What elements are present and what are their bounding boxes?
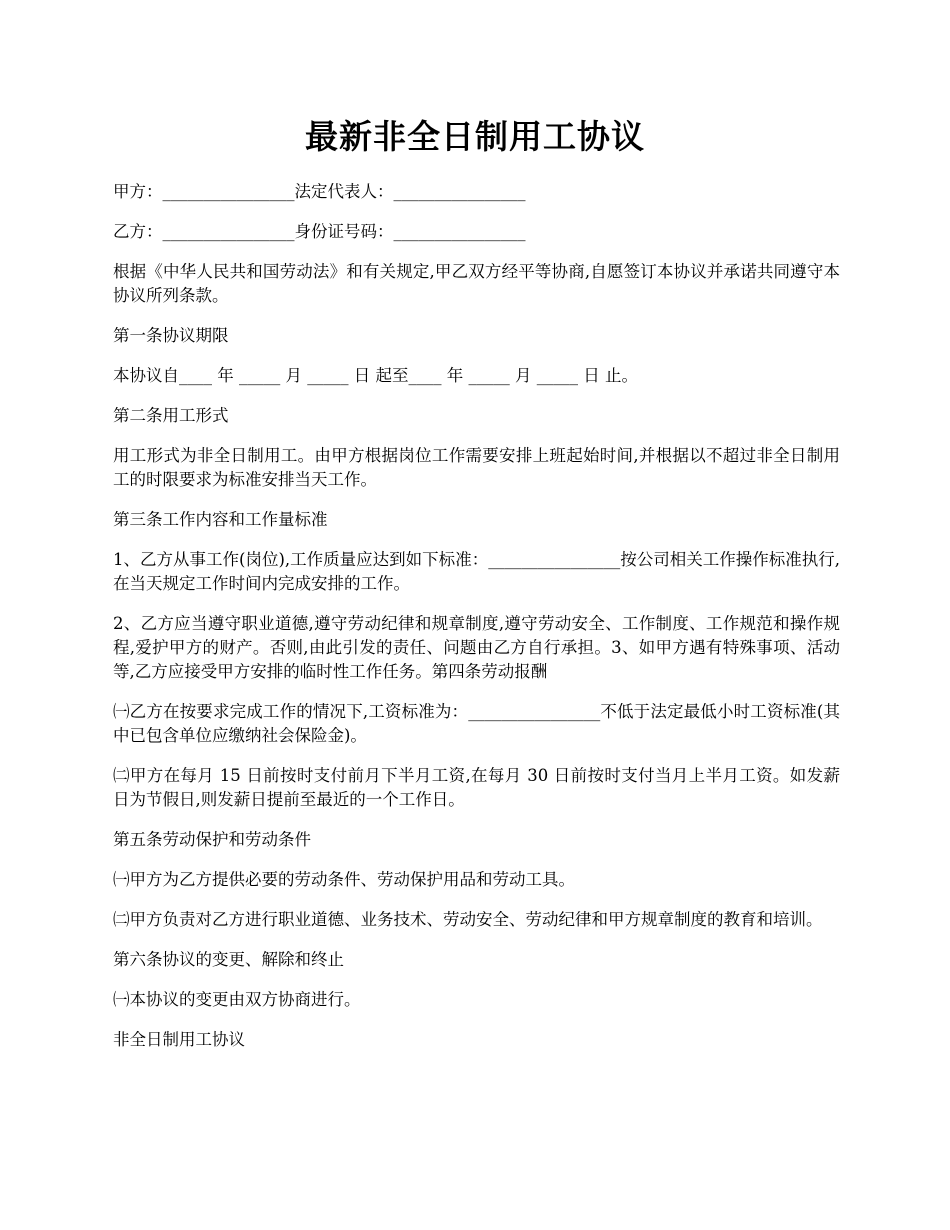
party-b-line: 乙方：________________身份证号码：________________ — [113, 222, 526, 241]
article-3-heading: 第三条工作内容和工作量标准 — [113, 510, 328, 529]
employment-form-paragraph: 用工形式为非全日制用工。由甲方根据岗位工作需要安排上班起始时间,并根据以不超过非全日制用工的时限要求为标准安排当天工作。 — [113, 446, 840, 489]
wage-standard-paragraph: ㈠乙方在按要求完成工作的情况下,工资标准为：________________不低于法定最低小时工资标准(其中已包含单位应缴纳社会保险金)。 — [113, 702, 840, 745]
work-standard-paragraph: 1、乙方从事工作(岗位),工作质量应达到如下标准：________________按公司相关工作操作标准执行,在当天规定工作时间内完成安排的工作。 — [113, 550, 840, 593]
conduct-paragraph: 2、乙方应当遵守职业道德,遵守劳动纪律和规章制度,遵守劳动安全、工作制度、工作规范和操作规程,爱护甲方的财产。否则,由此引发的责任、问题由乙方自行承担。3、如甲方遇有特殊事项、活动等,乙方应接受甲方安排的临时性工作任务。第四条劳动报酬 — [113, 614, 840, 681]
document-body — [113, 180, 840, 1068]
document-title: 最新非全日制用工协议 — [305, 117, 645, 156]
labor-conditions-paragraph: ㈠甲方为乙方提供必要的劳动条件、劳动保护用品和劳动工具。 — [113, 870, 575, 889]
article-6-heading: 第六条协议的变更、解除和终止 — [113, 950, 344, 969]
article-5-heading: 第五条劳动保护和劳动条件 — [113, 830, 311, 849]
article-1-heading: 第一条协议期限 — [113, 326, 229, 345]
training-paragraph: ㈡甲方负责对乙方进行职业道德、业务技术、劳动安全、劳动纪律和甲方规章制度的教育和培训。 — [113, 910, 823, 929]
modification-paragraph: ㈠本协议的变更由双方协商进行。 — [113, 990, 361, 1009]
footer-title-line: 非全日制用工协议 — [113, 1030, 245, 1049]
party-a-line: 甲方：________________法定代表人：________________ — [113, 182, 526, 201]
preamble-paragraph: 根据《中华人民共和国劳动法》和有关规定,甲乙双方经平等协商,自愿签订本协议并承诺共同遵守本协议所列条款。 — [113, 262, 840, 305]
agreement-term-paragraph: 本协议自____ 年 _____ 月 _____ 日 起至____ 年 _____ 月 _____ 日 止。 — [113, 366, 638, 385]
article-2-heading: 第二条用工形式 — [113, 406, 229, 425]
payment-schedule-paragraph: ㈡甲方在每月 15 日前按时支付前月下半月工资,在每月 30 日前按时支付当月上半月工资。如发薪日为节假日,则发薪日提前至最近的一个工作日。 — [113, 766, 840, 809]
